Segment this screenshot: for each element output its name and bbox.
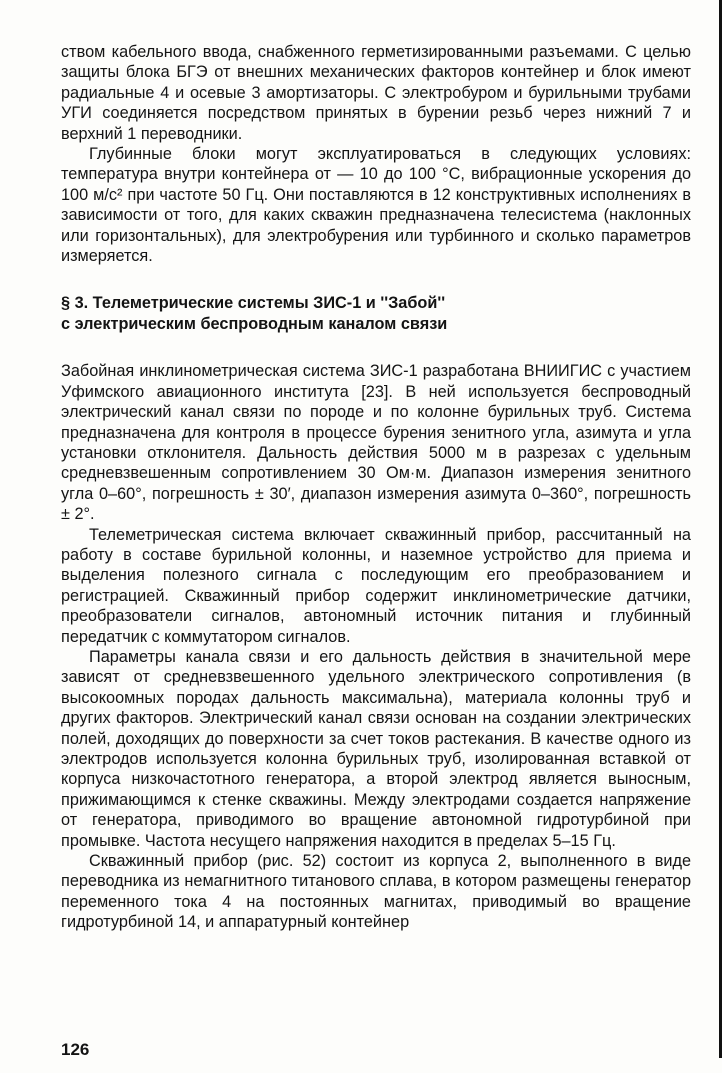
paragraph-zis1-intro: Забойная инклинометрическая система ЗИС-1 разработана ВНИИГИС с участием Уфимского авиационного института [23]. В ней используется беспроводный электрический канал связи по породе и по колонне бурильных труб. Система предназначена для контроля в процессе бурения зенитного угла, азимута и угла установки отклонителя. Дальность действия 5000 м в разрезах с удельным средневзвешенным сопротивлением 30 Ом·м. Диапазон измерения зенитного угла 0–60°, погрешность ± 30′, диапазон измерения азимута 0–360°, погрешность ± 2°. <box>61 362 691 524</box>
paragraph-continuation: ством кабельного ввода, снабженного герметизированными разъемами. С целью защиты блока БГЭ от внешних механических факторов контейнер и блок имеют радиальные 4 и осевые 3 амортизаторы. С электробуром и бурильными трубами УГИ соединяется посредством принятых в бурении резьб через нижний 7 и верхний 1 переводники. <box>61 43 691 143</box>
section-heading <box>61 293 691 334</box>
paragraph-downhole-tool: Скважинный прибор (рис. 52) состоит из корпуса 2, выполненного в виде переводника из немагнитного титанового сплава, в котором размещены генератор переменного тока 4 на постоянных магнитах, приводимый во вращение гидротурбиной 14, и аппаратурный контейнер <box>61 852 691 932</box>
page-body <box>61 42 691 933</box>
paragraph-operating-conditions: Глубинные блоки могут эксплуатироваться в следующих условиях: температура внутри контейнера от — 10 до 100 °С, вибрационные ускорения до 100 м/с² при частоте 50 Гц. Они поставляются в 12 конструктивных исполнениях в зависимости от того, для каких скважин предназначена телесистема (наклонных или горизонтальных), для электробурения или турбинного и сколько параметров измеряется. <box>61 145 691 266</box>
paragraph-system-composition: Телеметрическая система включает скважинный прибор, рассчитанный на работу в составе бурильной колонны, и наземное устройство для приема и выделения полезного сигнала с последующим его преобразованием и регистрацией. Скважинный прибор содержит инклинометрические датчики, преобразователи сигналов, автономный источник питания и глубинный передатчик с коммутатором сигналов. <box>61 525 691 646</box>
section-heading-line-1: § 3. Телеметрические системы ЗИС-1 и ''Забой'' <box>61 294 446 313</box>
page-number: 126 <box>61 1040 90 1059</box>
section-heading-line-2: с электрическим беспроводным каналом связи <box>61 314 448 333</box>
paragraph-channel-parameters: Параметры канала связи и его дальность действия в значительной мере зависят от средневзвешенного удельного электрического сопротивления (в высокоомных породах дальность максимальна), материала колонны труб и других факторов. Электрический канал связи основан на создании электрических полей, доходящих до поверхности за счет токов растекания. В качестве одного из электродов используется колонна бурильных труб, изолированная вставкой от корпуса низкочастотного генератора, а второй электрод является выносным, прижимающимся к стенке скважины. Между электродами создается напряжение от генератора, приводимого во вращение автономной гидротурбиной при промывке. Частота несущего напряжения находится в пределах 5–15 Гц. <box>61 647 691 850</box>
